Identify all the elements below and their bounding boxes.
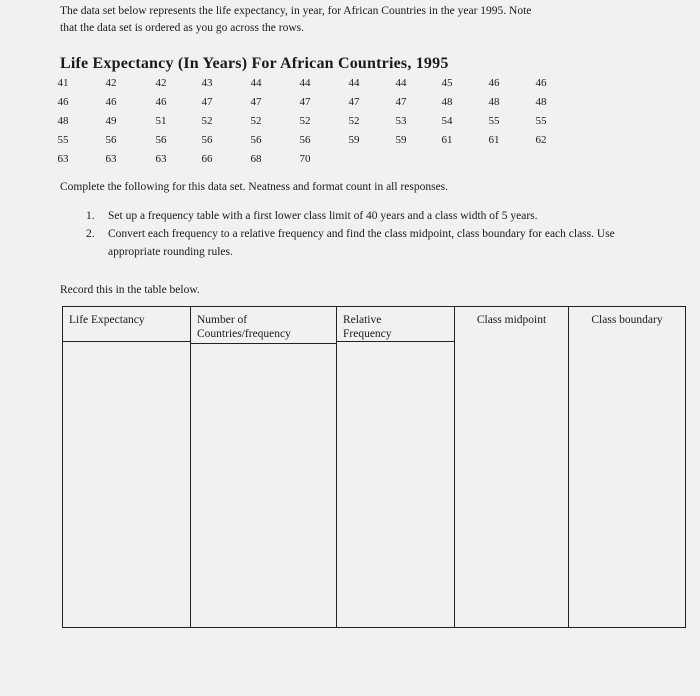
instruction-text-2: Convert each frequency to a relative frequency and find the class midpoint, class boundary for each class. Use appropriate rounding rules.	[108, 228, 615, 258]
data-cell: 66	[201, 153, 213, 165]
data-cell: 59	[348, 134, 360, 146]
data-cell: 52	[201, 115, 213, 127]
header-rule-col3	[336, 341, 454, 342]
data-cell: 47	[395, 96, 407, 108]
data-cell: 48	[535, 96, 547, 108]
data-cell: 44	[299, 77, 311, 89]
table-divider-4	[568, 307, 569, 627]
data-cell: 49	[105, 115, 117, 127]
data-cell: 54	[441, 115, 453, 127]
table-divider-3	[454, 307, 455, 627]
data-cell: 62	[535, 134, 547, 146]
intro-line-2: that the data set is ordered as you go across the rows.	[60, 22, 304, 34]
data-cell: 63	[57, 153, 69, 165]
data-cell: 51	[155, 115, 167, 127]
data-cell: 52	[299, 115, 311, 127]
header-number-line2: Countries/frequency	[197, 328, 291, 340]
data-cell: 68	[250, 153, 262, 165]
data-cell: 56	[201, 134, 213, 146]
data-cell: 47	[348, 96, 360, 108]
data-cell: 48	[441, 96, 453, 108]
data-cell: 61	[488, 134, 500, 146]
data-cell: 48	[488, 96, 500, 108]
data-cell: 56	[105, 134, 117, 146]
record-instruction: Record this in the table below.	[60, 284, 200, 296]
data-cell: 46	[155, 96, 167, 108]
data-cell: 63	[155, 153, 167, 165]
data-cell: 56	[299, 134, 311, 146]
data-cell: 44	[348, 77, 360, 89]
data-cell: 55	[488, 115, 500, 127]
data-cell: 46	[488, 77, 500, 89]
table-divider-1	[190, 307, 191, 627]
instruction-number-2: 2.	[86, 228, 95, 240]
header-class-midpoint	[455, 307, 568, 333]
instruction-item-2	[86, 225, 656, 261]
data-cell: 47	[299, 96, 311, 108]
intro-text	[60, 3, 660, 37]
data-cell: 55	[535, 115, 547, 127]
data-cell: 46	[535, 77, 547, 89]
header-class-boundary	[569, 307, 685, 333]
data-cell: 61	[441, 134, 453, 146]
header-relative-line2: Frequency	[343, 328, 392, 340]
data-cell: 56	[155, 134, 167, 146]
data-cell: 44	[395, 77, 407, 89]
data-cell: 48	[57, 115, 69, 127]
data-cell: 42	[105, 77, 117, 89]
header-class-boundary-text: Class boundary	[591, 314, 663, 326]
data-cell: 53	[395, 115, 407, 127]
complete-instruction: Complete the following for this data set. Neatness and format count in all responses.	[60, 181, 449, 193]
instruction-item-1	[86, 207, 656, 225]
data-cell: 59	[395, 134, 407, 146]
data-title: Life Expectancy (In Years) For African Countries, 1995	[60, 55, 449, 72]
table-divider-2	[336, 307, 337, 627]
header-number-line1: Number of	[197, 314, 248, 326]
data-cell: 43	[201, 77, 213, 89]
data-cell: 47	[201, 96, 213, 108]
data-cell: 56	[250, 134, 262, 146]
header-relative-line1: Relative	[343, 314, 382, 326]
data-cell: 47	[250, 96, 262, 108]
data-cell: 44	[250, 77, 262, 89]
data-cell: 52	[250, 115, 262, 127]
data-cell: 70	[299, 153, 311, 165]
data-cell: 55	[57, 134, 69, 146]
intro-line-1: The data set below represents the life expectancy, in year, for African Countries in the year 1995. Note	[60, 5, 532, 17]
data-cell: 63	[105, 153, 117, 165]
data-cell: 41	[57, 77, 69, 89]
header-life-expectancy	[63, 307, 190, 333]
data-cell: 46	[57, 96, 69, 108]
instruction-text-1: Set up a frequency table with a first lower class limit of 40 years and a class width of 5 years.	[108, 210, 538, 222]
frequency-table	[62, 306, 686, 628]
header-rule-col1	[63, 341, 190, 342]
header-rule-col2	[190, 343, 336, 344]
data-cell: 46	[105, 96, 117, 108]
header-life-expectancy-text: Life Expectancy	[69, 314, 145, 326]
data-cell: 42	[155, 77, 167, 89]
header-number-of-countries	[191, 307, 336, 347]
instruction-list	[86, 207, 656, 261]
data-cell: 45	[441, 77, 453, 89]
data-cell: 52	[348, 115, 360, 127]
header-class-midpoint-text: Class midpoint	[476, 314, 547, 326]
instruction-number-1: 1.	[86, 210, 95, 222]
